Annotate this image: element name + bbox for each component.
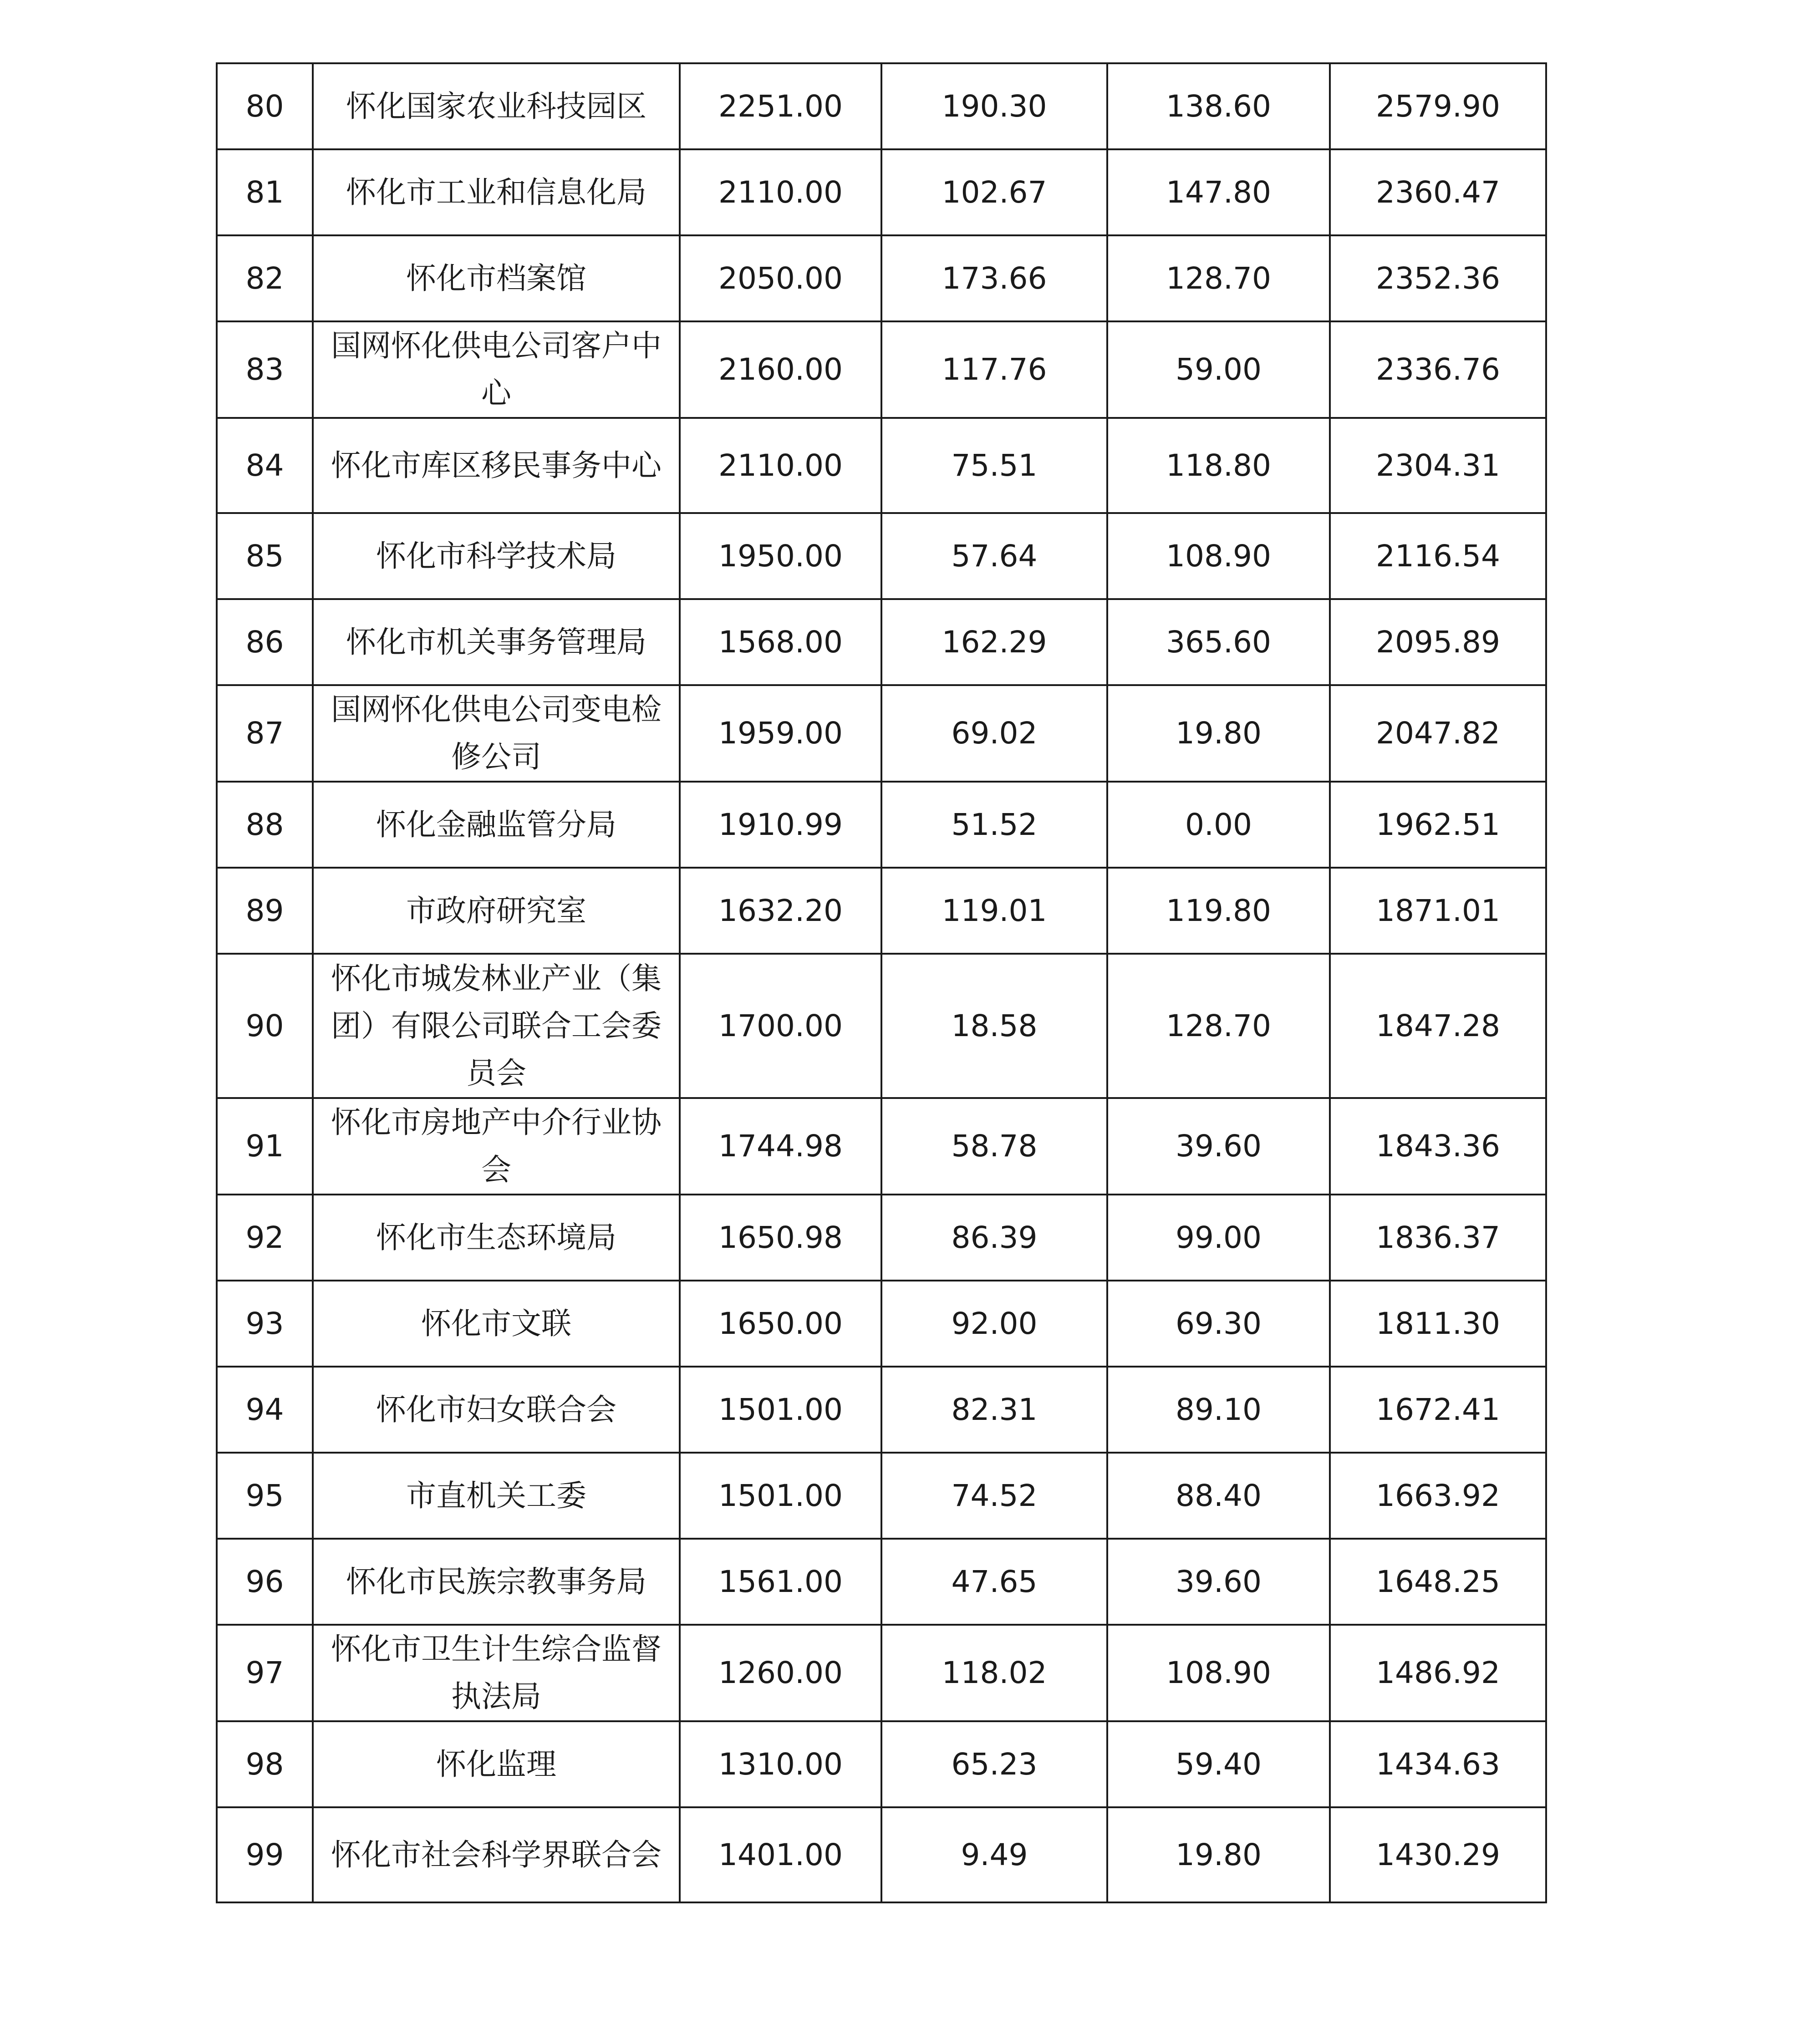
row-index: 94 bbox=[217, 1367, 313, 1453]
value-c: 39.60 bbox=[1107, 1539, 1330, 1625]
table-row bbox=[217, 1721, 1546, 1807]
unit-name: 怀化市工业和信息化局 bbox=[313, 149, 680, 235]
row-index: 82 bbox=[217, 235, 313, 321]
value-b: 190.30 bbox=[881, 63, 1107, 149]
value-c: 119.80 bbox=[1107, 868, 1330, 954]
unit-name: 怀化市机关事务管理局 bbox=[313, 599, 680, 685]
unit-name: 市政府研究室 bbox=[313, 868, 680, 954]
table-row bbox=[217, 321, 1546, 418]
table-row bbox=[217, 149, 1546, 235]
unit-name: 怀化市民族宗教事务局 bbox=[313, 1539, 680, 1625]
unit-name: 怀化市城发林业产业（集团）有限公司联合工会委员会 bbox=[313, 954, 680, 1098]
value-total: 1847.28 bbox=[1330, 954, 1546, 1098]
value-a: 2110.00 bbox=[680, 418, 881, 513]
row-index: 96 bbox=[217, 1539, 313, 1625]
unit-name: 怀化市妇女联合会 bbox=[313, 1367, 680, 1453]
value-a: 1632.20 bbox=[680, 868, 881, 954]
value-total: 2116.54 bbox=[1330, 513, 1546, 599]
value-a: 1950.00 bbox=[680, 513, 881, 599]
value-b: 162.29 bbox=[881, 599, 1107, 685]
value-b: 51.52 bbox=[881, 782, 1107, 868]
value-b: 57.64 bbox=[881, 513, 1107, 599]
unit-name: 怀化市卫生计生综合监督执法局 bbox=[313, 1625, 680, 1721]
data-table bbox=[216, 62, 1547, 1903]
row-index: 86 bbox=[217, 599, 313, 685]
value-total: 1486.92 bbox=[1330, 1625, 1546, 1721]
value-c: 365.60 bbox=[1107, 599, 1330, 685]
row-index: 95 bbox=[217, 1453, 313, 1539]
row-index: 91 bbox=[217, 1098, 313, 1195]
value-total: 2352.36 bbox=[1330, 235, 1546, 321]
unit-name: 国网怀化供电公司变电检修公司 bbox=[313, 685, 680, 782]
table-row bbox=[217, 1367, 1546, 1453]
value-c: 108.90 bbox=[1107, 1625, 1330, 1721]
value-c: 138.60 bbox=[1107, 63, 1330, 149]
value-a: 1568.00 bbox=[680, 599, 881, 685]
table-row bbox=[217, 1281, 1546, 1367]
value-a: 1650.00 bbox=[680, 1281, 881, 1367]
table-row bbox=[217, 1807, 1546, 1902]
table-row bbox=[217, 599, 1546, 685]
value-a: 2160.00 bbox=[680, 321, 881, 418]
table-row bbox=[217, 418, 1546, 513]
unit-name: 怀化市库区移民事务中心 bbox=[313, 418, 680, 513]
table-row bbox=[217, 954, 1546, 1098]
row-index: 83 bbox=[217, 321, 313, 418]
row-index: 88 bbox=[217, 782, 313, 868]
value-c: 147.80 bbox=[1107, 149, 1330, 235]
unit-name: 怀化市科学技术局 bbox=[313, 513, 680, 599]
value-a: 1501.00 bbox=[680, 1453, 881, 1539]
value-a: 1744.98 bbox=[680, 1098, 881, 1195]
value-a: 1260.00 bbox=[680, 1625, 881, 1721]
unit-name: 怀化监理 bbox=[313, 1721, 680, 1807]
value-b: 74.52 bbox=[881, 1453, 1107, 1539]
value-b: 18.58 bbox=[881, 954, 1107, 1098]
value-total: 2047.82 bbox=[1330, 685, 1546, 782]
value-a: 1501.00 bbox=[680, 1367, 881, 1453]
value-total: 1672.41 bbox=[1330, 1367, 1546, 1453]
value-a: 1561.00 bbox=[680, 1539, 881, 1625]
value-c: 19.80 bbox=[1107, 1807, 1330, 1902]
row-index: 97 bbox=[217, 1625, 313, 1721]
value-total: 2579.90 bbox=[1330, 63, 1546, 149]
table-row bbox=[217, 868, 1546, 954]
table-row bbox=[217, 782, 1546, 868]
value-b: 69.02 bbox=[881, 685, 1107, 782]
unit-name: 怀化国家农业科技园区 bbox=[313, 63, 680, 149]
unit-name: 怀化市生态环境局 bbox=[313, 1195, 680, 1281]
value-c: 88.40 bbox=[1107, 1453, 1330, 1539]
table-row bbox=[217, 1195, 1546, 1281]
value-b: 117.76 bbox=[881, 321, 1107, 418]
value-c: 69.30 bbox=[1107, 1281, 1330, 1367]
table-row bbox=[217, 235, 1546, 321]
value-b: 86.39 bbox=[881, 1195, 1107, 1281]
row-index: 92 bbox=[217, 1195, 313, 1281]
value-b: 47.65 bbox=[881, 1539, 1107, 1625]
row-index: 99 bbox=[217, 1807, 313, 1902]
value-c: 0.00 bbox=[1107, 782, 1330, 868]
value-b: 92.00 bbox=[881, 1281, 1107, 1367]
value-total: 1962.51 bbox=[1330, 782, 1546, 868]
table-row bbox=[217, 1453, 1546, 1539]
row-index: 90 bbox=[217, 954, 313, 1098]
row-index: 81 bbox=[217, 149, 313, 235]
value-c: 128.70 bbox=[1107, 235, 1330, 321]
unit-name: 怀化市社会科学界联合会 bbox=[313, 1807, 680, 1902]
table-row bbox=[217, 63, 1546, 149]
value-c: 99.00 bbox=[1107, 1195, 1330, 1281]
value-c: 128.70 bbox=[1107, 954, 1330, 1098]
row-index: 98 bbox=[217, 1721, 313, 1807]
row-index: 93 bbox=[217, 1281, 313, 1367]
value-a: 1650.98 bbox=[680, 1195, 881, 1281]
table-row bbox=[217, 1539, 1546, 1625]
table-row bbox=[217, 1625, 1546, 1721]
value-a: 1401.00 bbox=[680, 1807, 881, 1902]
row-index: 87 bbox=[217, 685, 313, 782]
value-total: 1871.01 bbox=[1330, 868, 1546, 954]
value-total: 2336.76 bbox=[1330, 321, 1546, 418]
value-c: 89.10 bbox=[1107, 1367, 1330, 1453]
table-row bbox=[217, 1098, 1546, 1195]
value-total: 1430.29 bbox=[1330, 1807, 1546, 1902]
row-index: 89 bbox=[217, 868, 313, 954]
value-a: 2110.00 bbox=[680, 149, 881, 235]
unit-name: 怀化市文联 bbox=[313, 1281, 680, 1367]
value-c: 59.00 bbox=[1107, 321, 1330, 418]
value-total: 2304.31 bbox=[1330, 418, 1546, 513]
value-a: 2050.00 bbox=[680, 235, 881, 321]
value-a: 1700.00 bbox=[680, 954, 881, 1098]
value-total: 1663.92 bbox=[1330, 1453, 1546, 1539]
row-index: 85 bbox=[217, 513, 313, 599]
value-b: 82.31 bbox=[881, 1367, 1107, 1453]
unit-name: 怀化市房地产中介行业协会 bbox=[313, 1098, 680, 1195]
value-total: 1836.37 bbox=[1330, 1195, 1546, 1281]
row-index: 80 bbox=[217, 63, 313, 149]
value-a: 1910.99 bbox=[680, 782, 881, 868]
value-total: 2095.89 bbox=[1330, 599, 1546, 685]
unit-name: 怀化金融监管分局 bbox=[313, 782, 680, 868]
value-b: 173.66 bbox=[881, 235, 1107, 321]
table-row bbox=[217, 685, 1546, 782]
value-total: 1648.25 bbox=[1330, 1539, 1546, 1625]
value-c: 19.80 bbox=[1107, 685, 1330, 782]
value-c: 39.60 bbox=[1107, 1098, 1330, 1195]
value-b: 75.51 bbox=[881, 418, 1107, 513]
value-b: 65.23 bbox=[881, 1721, 1107, 1807]
table-row bbox=[217, 513, 1546, 599]
unit-name: 怀化市档案馆 bbox=[313, 235, 680, 321]
value-total: 1843.36 bbox=[1330, 1098, 1546, 1195]
value-c: 108.90 bbox=[1107, 513, 1330, 599]
value-b: 9.49 bbox=[881, 1807, 1107, 1902]
value-a: 1959.00 bbox=[680, 685, 881, 782]
value-total: 1434.63 bbox=[1330, 1721, 1546, 1807]
row-index: 84 bbox=[217, 418, 313, 513]
value-c: 118.80 bbox=[1107, 418, 1330, 513]
value-total: 1811.30 bbox=[1330, 1281, 1546, 1367]
value-total: 2360.47 bbox=[1330, 149, 1546, 235]
value-b: 102.67 bbox=[881, 149, 1107, 235]
value-b: 118.02 bbox=[881, 1625, 1107, 1721]
unit-name: 国网怀化供电公司客户中心 bbox=[313, 321, 680, 418]
value-a: 2251.00 bbox=[680, 63, 881, 149]
value-c: 59.40 bbox=[1107, 1721, 1330, 1807]
value-b: 58.78 bbox=[881, 1098, 1107, 1195]
value-a: 1310.00 bbox=[680, 1721, 881, 1807]
unit-name: 市直机关工委 bbox=[313, 1453, 680, 1539]
value-b: 119.01 bbox=[881, 868, 1107, 954]
